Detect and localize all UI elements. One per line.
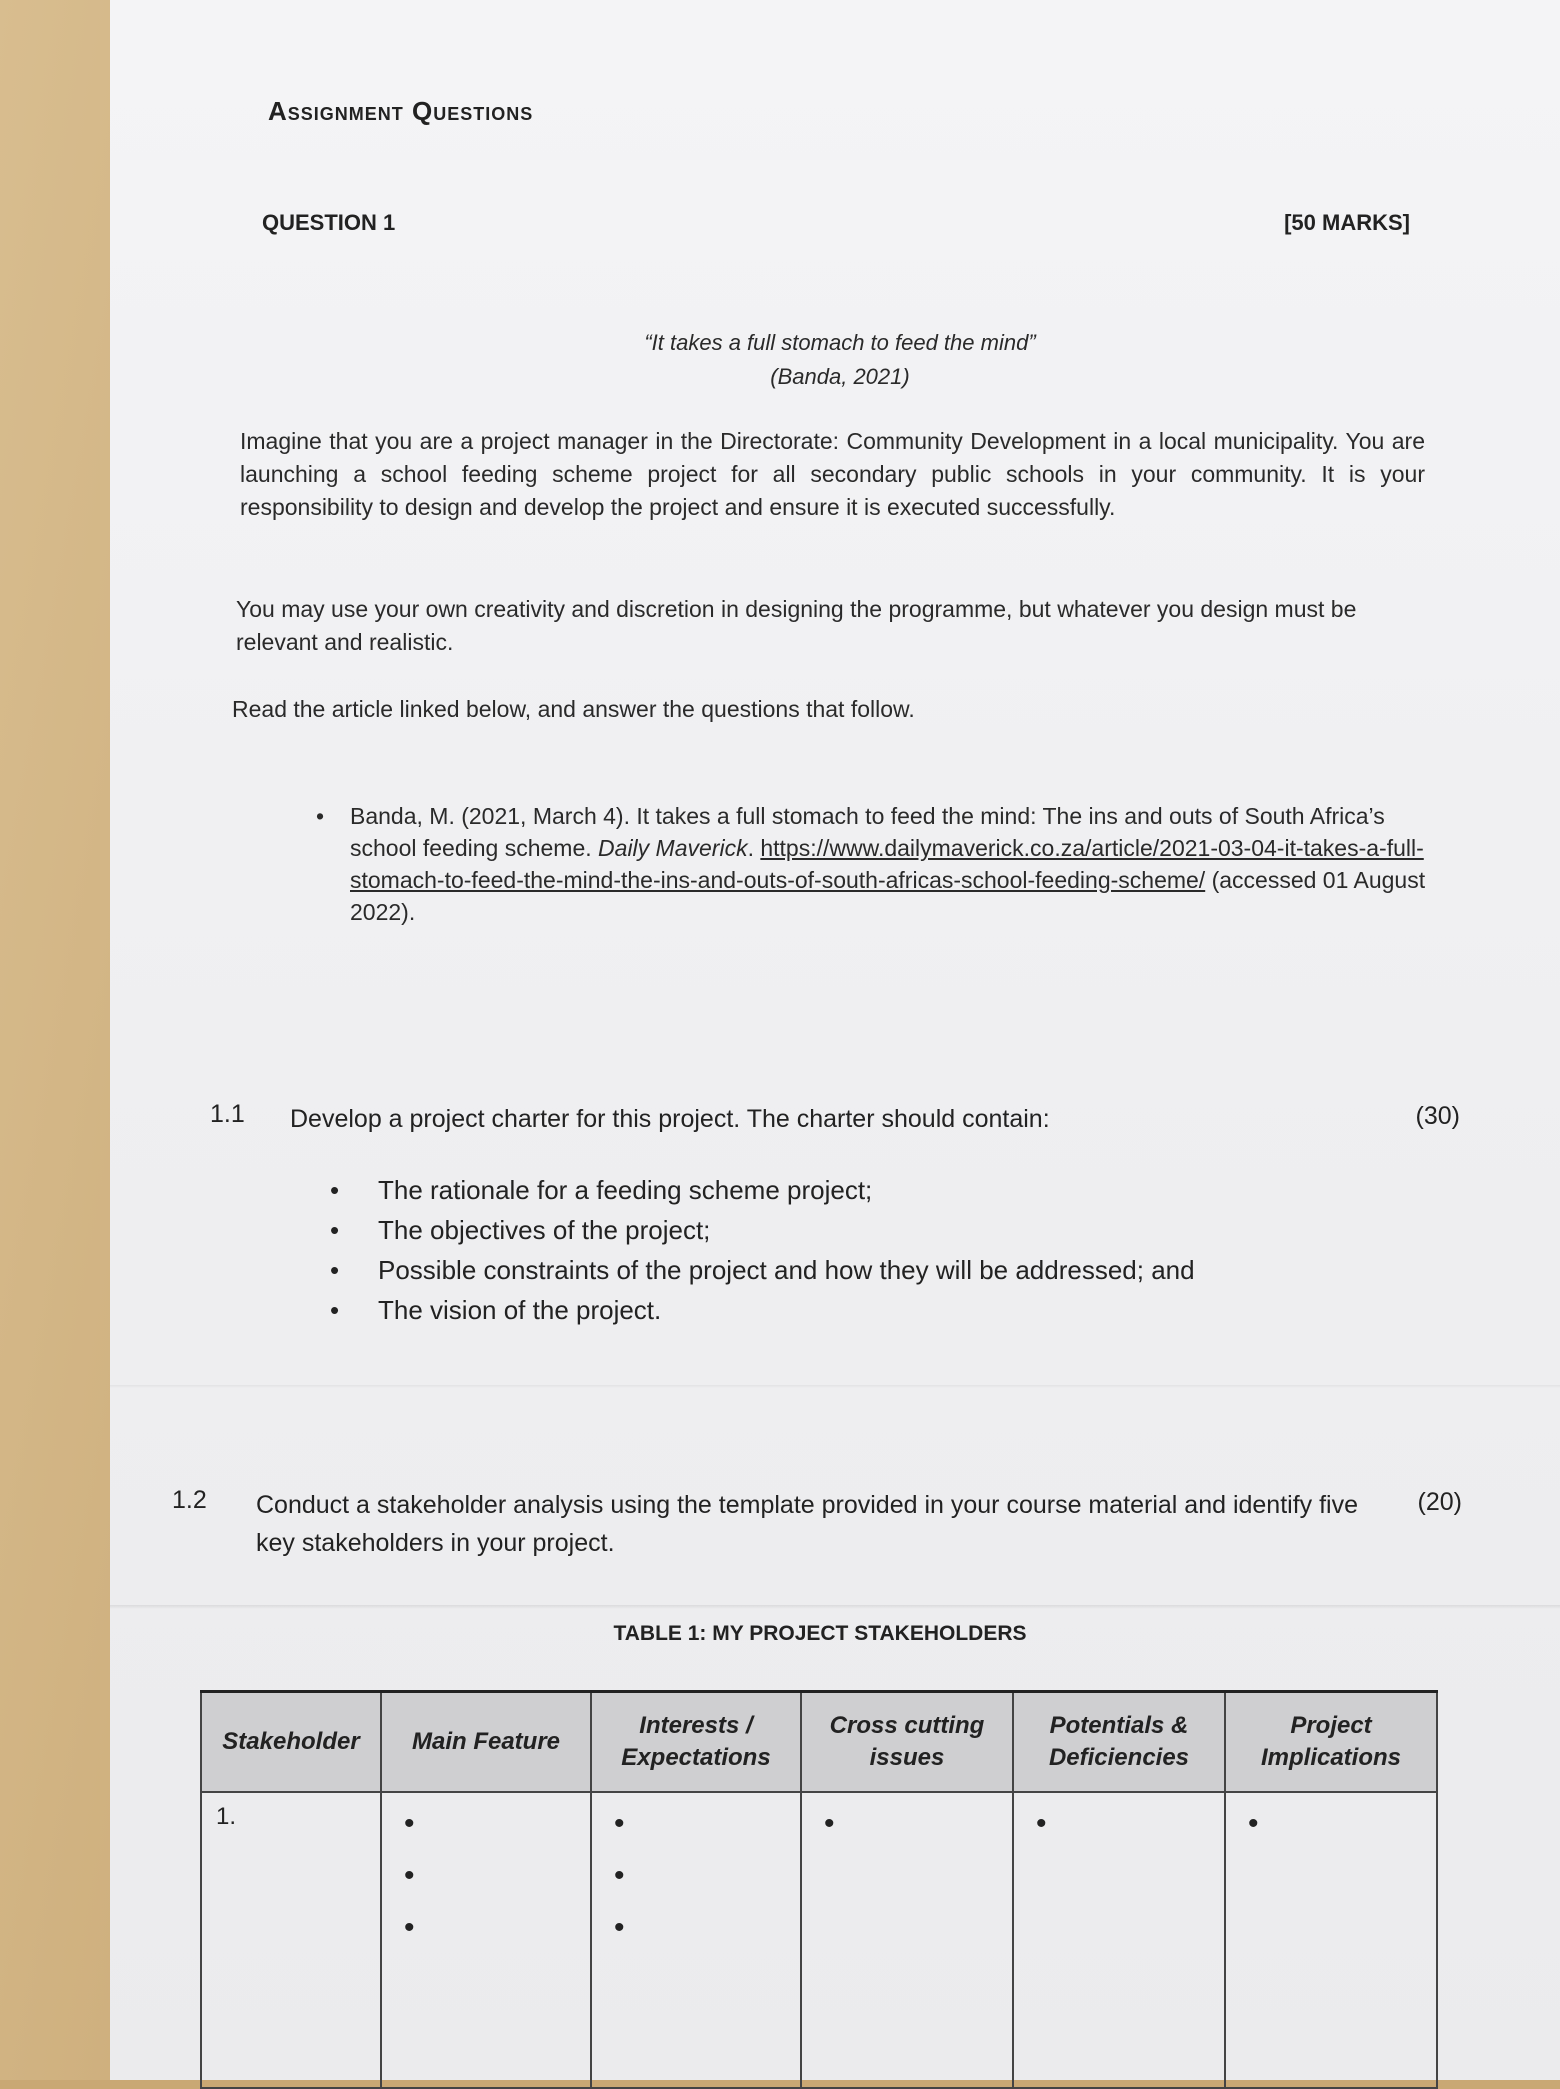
cell-main-feature — [381, 1792, 591, 2088]
header-implications: Project Implications — [1225, 1692, 1437, 1793]
table-row — [201, 1792, 1437, 2088]
article-reference — [316, 800, 1430, 928]
list-item: • The objectives of the project; — [330, 1210, 1330, 1250]
list-item: • Possible constraints of the project and how they will be addressed; and — [330, 1250, 1330, 1290]
cell-stakeholder — [201, 1792, 381, 2088]
cell-interests — [591, 1792, 801, 2088]
cell-implications — [1225, 1792, 1437, 2088]
question-1-1-text: Develop a project charter for this project. The charter should contain: — [290, 1105, 1050, 1133]
stakeholder-table — [200, 1690, 1438, 2089]
paper-fold-shadow — [110, 1605, 1560, 1609]
reference-lead: Banda, M. (2021, March 4). It takes a full stomach to feed the mind: The ins and outs of South Africa’s school feeding scheme. — [350, 803, 1385, 861]
bullet-point: • — [404, 1911, 415, 1944]
question-1-2-number: 1.2 — [172, 1486, 207, 1514]
bullet-point: • — [824, 1807, 835, 1840]
bullet-list — [1028, 1809, 1210, 1861]
bullet-point: • — [614, 1807, 625, 1840]
reference-accessed: (accessed 01 August 2022). — [350, 867, 1426, 925]
bullet-point: • — [614, 1859, 625, 1892]
instruction-paragraph: Read the article linked below, and answer the questions that follow. — [232, 696, 915, 722]
article-link[interactable]: https://www.dailymaverick.co.za/article/2021-03-04-it-takes-a-full-stomach-to-feed-the-mind-the-ins-and-outs-of-south-africas-school-feeding-scheme/ — [350, 835, 1424, 893]
question-1-1-number: 1.1 — [210, 1100, 245, 1128]
header-potentials: Potentials & Deficiencies — [1013, 1692, 1225, 1793]
list-item: • The rationale for a feeding scheme project; — [330, 1170, 1330, 1210]
page-heading: Assignment Questions — [268, 96, 534, 126]
bullet-point: • — [404, 1859, 415, 1892]
question-1-1-marks: (30) — [1415, 1102, 1460, 1130]
charter-requirements-list — [330, 1170, 1330, 1330]
cell-cross-cutting — [801, 1792, 1013, 2088]
list-item: • The vision of the project. — [330, 1290, 1330, 1330]
scenario-paragraph: Imagine that you are a project manager in the Directorate: Community Development in a local municipality. You are launching a school feeding scheme project for all secondary public schools in your community. It is your responsibility to design and develop the project and ensure it is executed successfully. — [240, 428, 1425, 520]
creativity-paragraph: You may use your own creativity and discretion in designing the programme, but whatever you design must be relevant and realistic. — [236, 596, 1357, 655]
header-cross-cutting: Cross cutting issues — [801, 1692, 1013, 1793]
quote-citation: (Banda, 2021) — [770, 364, 910, 389]
bullet-list — [1240, 1809, 1422, 1861]
cell-potentials — [1013, 1792, 1225, 2088]
header-main-feature: Main Feature — [381, 1692, 591, 1793]
bullet-point: • — [1248, 1807, 1259, 1840]
row-number: 1. — [216, 1803, 237, 1830]
quote-text: “It takes a full stomach to feed the mind” — [644, 330, 1036, 355]
epigraph-quote — [560, 326, 1120, 394]
reference-source: Daily Maverick — [598, 835, 748, 861]
paper-fold-shadow-upper — [110, 1385, 1560, 1388]
question-1-2-text: Conduct a stakeholder analysis using the template provided in your course material and identify five key stakeholders in your project. — [256, 1491, 1359, 1557]
bullet-list — [396, 1809, 576, 1965]
question-marks: [50 MARKS] — [1284, 210, 1410, 235]
bullet-point: • — [1036, 1807, 1047, 1840]
table-title: TABLE 1: MY PROJECT STAKEHOLDERS — [613, 1622, 1027, 1645]
question-1-2-marks: (20) — [1417, 1488, 1462, 1516]
header-stakeholder: Stakeholder — [201, 1692, 381, 1793]
bullet-point: • — [404, 1807, 415, 1840]
bullet-list — [816, 1809, 998, 1861]
table-header-row — [201, 1692, 1437, 1793]
header-interests: Interests / Expectations — [591, 1692, 801, 1793]
bullet-point: • — [614, 1911, 625, 1944]
reference-source-end: . — [747, 835, 754, 861]
question-label: QUESTION 1 — [262, 210, 396, 235]
bullet-list — [606, 1809, 786, 1965]
reference-bullet: • — [316, 803, 325, 829]
